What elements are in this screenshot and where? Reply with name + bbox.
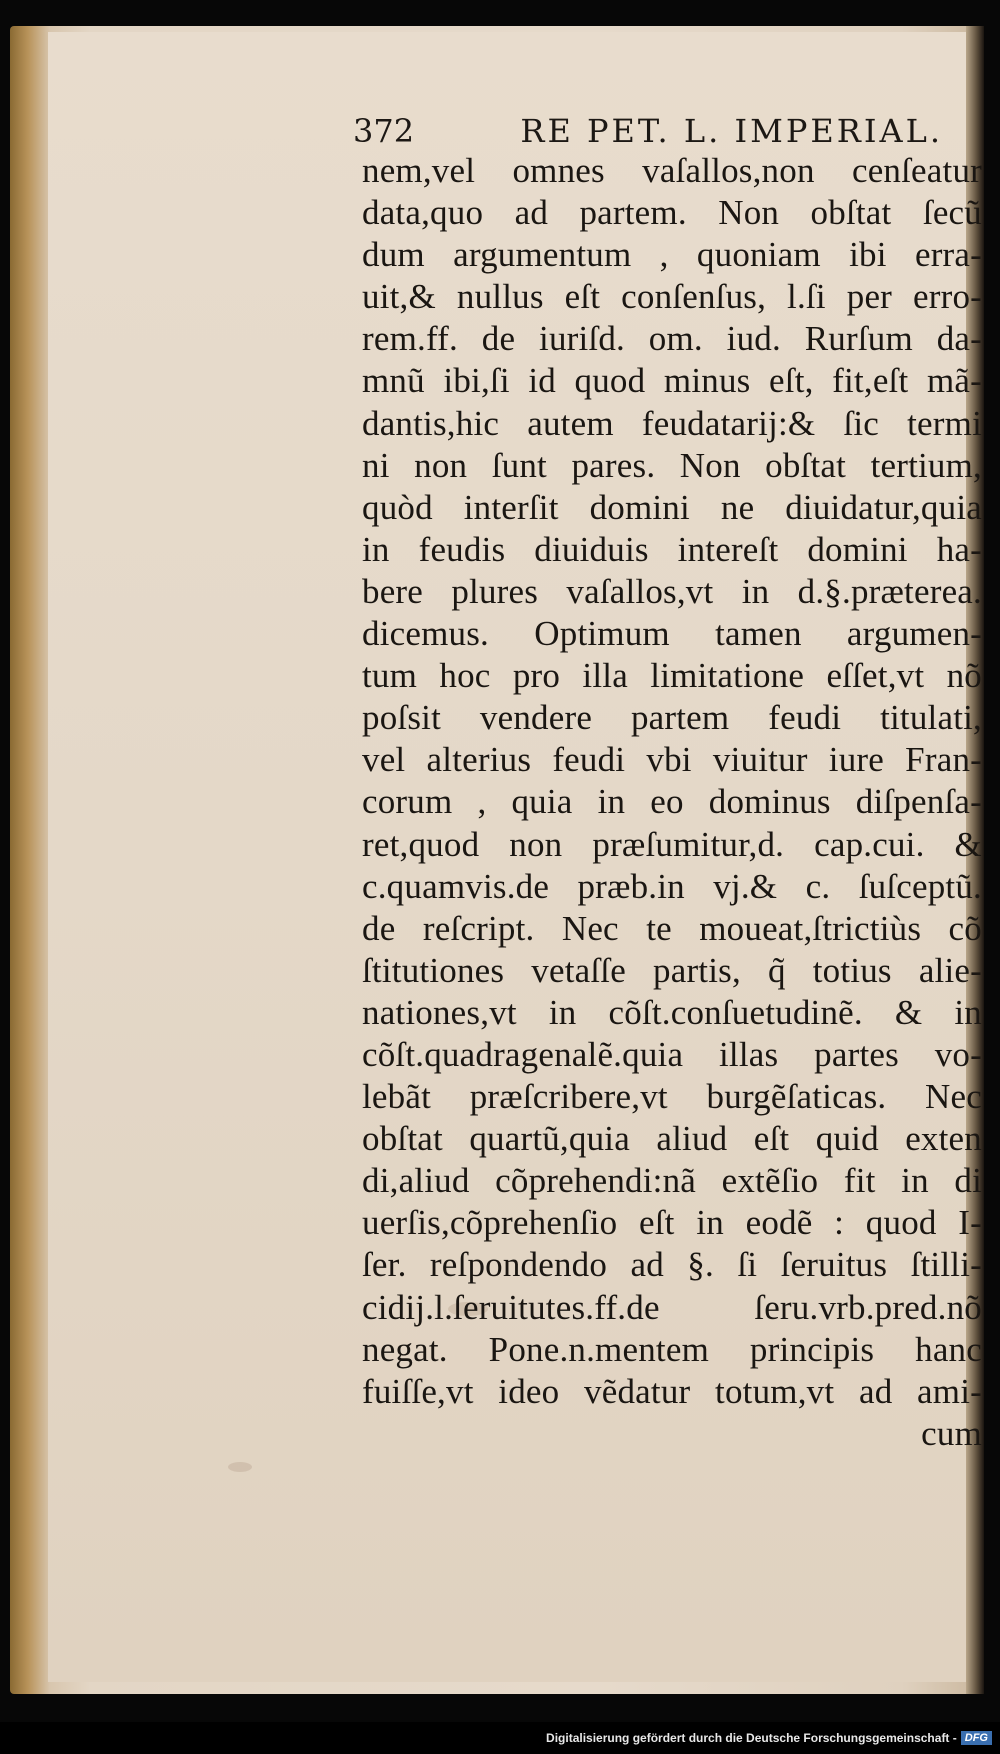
text-line: nationes,vt in cõſt.conſuetudinẽ. & in: [362, 992, 982, 1032]
text-line: ret,quod non præſumitur,d. cap.cui. &: [362, 824, 982, 864]
text-line: ſtitutiones vetaſſe partis, q̃ totius alie-: [362, 950, 982, 990]
text-line: tum hoc pro illa limitatione eſſet,vt nõ: [362, 656, 982, 696]
text-line: in feudis diuiduis intereſt domini ha-: [362, 529, 982, 569]
text-line: quòd interſit domini ne diuidatur,quia: [362, 487, 982, 527]
text-line: lebãt præſcribere,vt burgẽſaticas. Nec: [362, 1077, 982, 1117]
text-line: nem,vel omnes vaſallos,non cenſeatur: [362, 151, 982, 190]
catchword: cum: [921, 1413, 982, 1453]
running-head: RE PET. L. IMPERIAL.: [520, 112, 943, 150]
text-line: de reſcript. Nec te moueat,ſtrictiùs cõ: [362, 908, 982, 948]
text-line: cidij.l.ſeruitutes.ff.de ſeru.vrb.pred.nõ: [362, 1287, 982, 1327]
text-line: bere plures vaſallos,vt in d.§.præterea.: [362, 571, 982, 611]
text-line: data,quo ad partem. Non obſtat ſecũ: [362, 193, 982, 233]
page-number: 372: [353, 112, 415, 150]
text-line: dicemus. Optimum tamen argumen-: [362, 614, 982, 654]
text-line: mnũ ibi,ſi id quod minus eſt, fit,eſt mã-: [362, 361, 982, 401]
credit-text: Digitalisierung gefördert durch die Deutsche Forschungsgemeinschaft -: [546, 1731, 957, 1745]
text-line: obſtat quartũ,quia aliud eſt quid exten: [362, 1119, 982, 1159]
dfg-logo-icon: DFG: [961, 1731, 992, 1745]
text-line: cõſt.quadragenalẽ.quia illas partes vo-: [362, 1034, 982, 1074]
footer-credit: [546, 1728, 992, 1748]
text-line: rem.ff. de iuriſd. om. iud. Rurſum da-: [362, 319, 982, 359]
text-line: ni non ſunt pares. Non obſtat tertium,: [362, 445, 982, 485]
text-line: c.quamvis.de præb.in vj.& c. ſuſceptũ.: [362, 866, 982, 906]
text-line: dum argumentum , quoniam ibi erra-: [362, 235, 982, 275]
text-line: uit,& nullus eſt conſenſus, l.ſi per erro-: [362, 277, 982, 317]
text-line: dantis,hic autem feudatarij:& ſic termi: [362, 403, 982, 443]
page-stain: [228, 1462, 252, 1472]
text-line: di,aliud cõprehendi:nã extẽſio fit in di: [362, 1161, 982, 1201]
body-text: [362, 150, 982, 1455]
text-line: vel alterius feudi vbi viuitur iure Fran-: [362, 740, 982, 780]
page-header: [353, 112, 943, 150]
text-line: corum , quia in eo dominus diſpenſa-: [362, 782, 982, 822]
text-line: negat. Pone.n.mentem principis hanc: [362, 1329, 982, 1369]
text-line: fuiſſe,vt ideo vẽdatur totum,vt ad ami-: [362, 1371, 982, 1411]
text-line: poſsit vendere partem feudi titulati,: [362, 698, 982, 738]
text-line: ſer. reſpondendo ad §. ſi ſeruitus ſtilli-: [362, 1245, 982, 1285]
text-line: uerſis,cõprehenſio eſt in eodẽ : quod I-: [362, 1203, 982, 1243]
